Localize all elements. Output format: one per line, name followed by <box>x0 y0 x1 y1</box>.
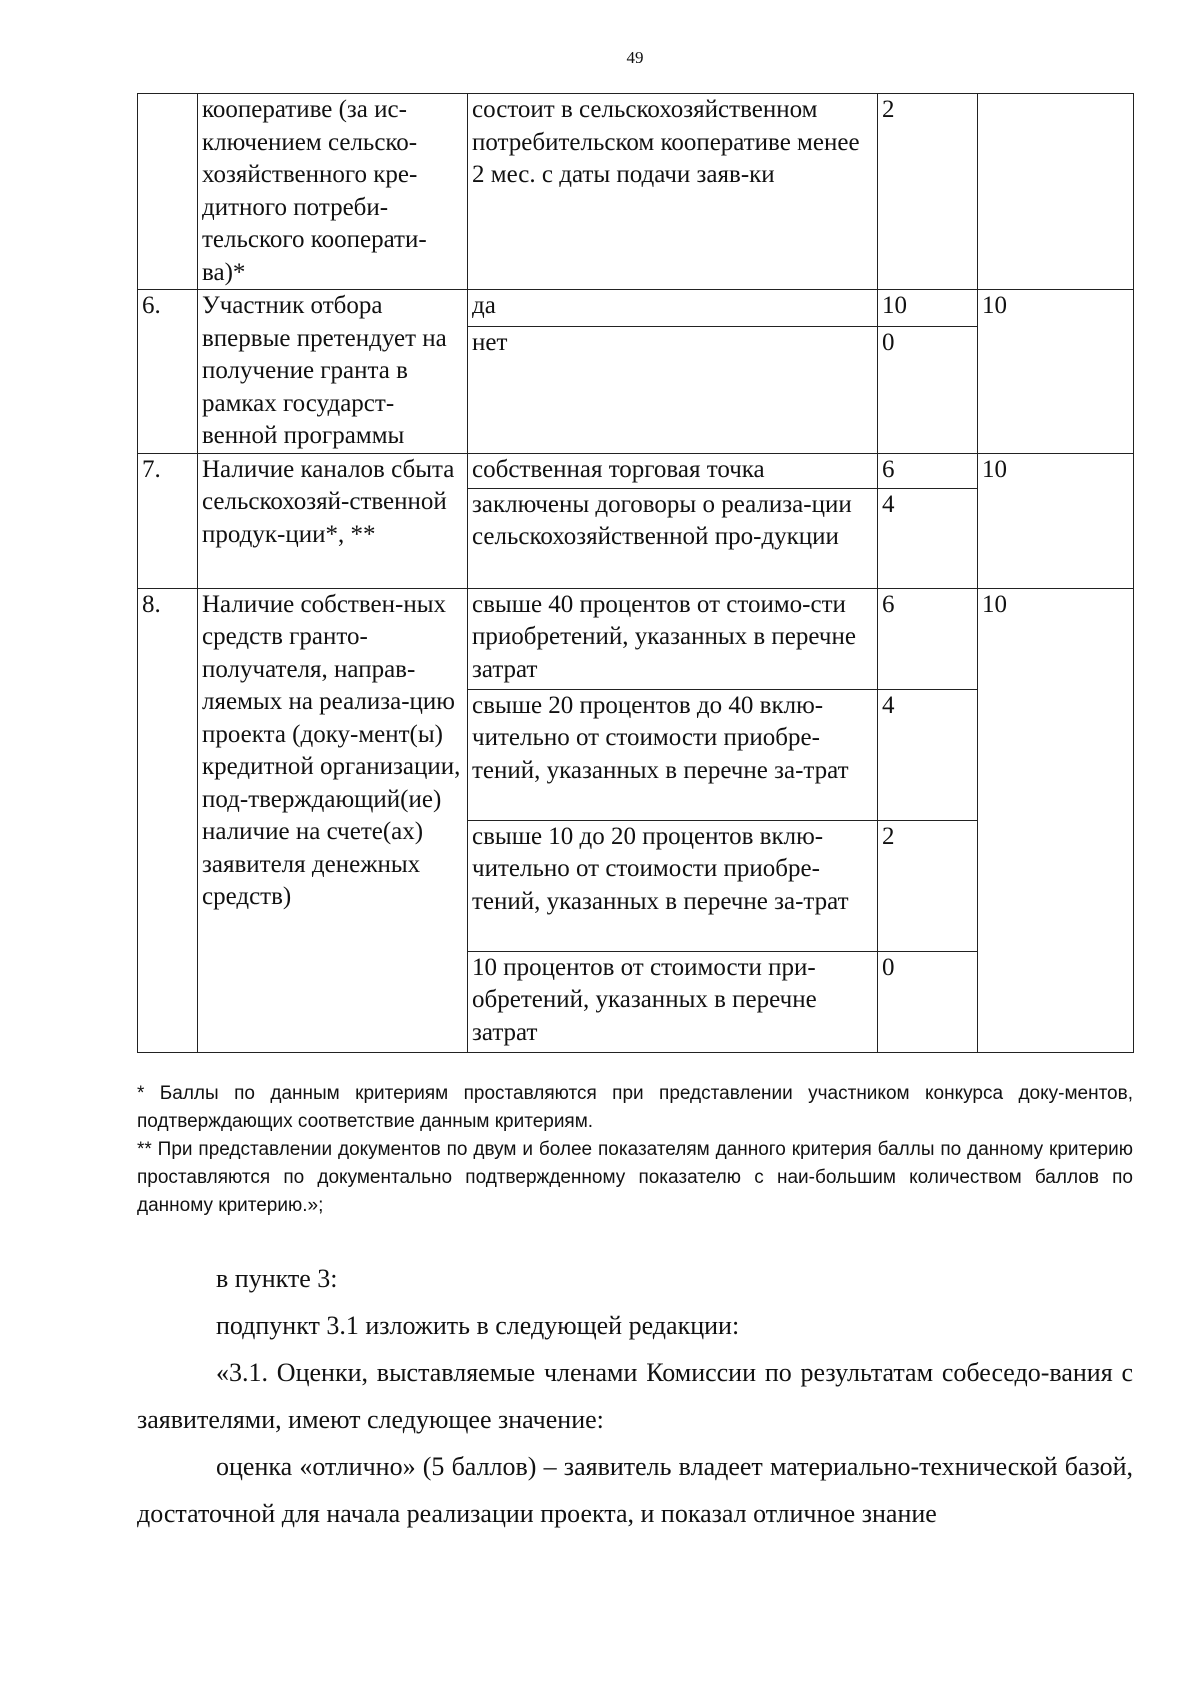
option-text: нет <box>468 327 878 453</box>
row-number <box>138 94 198 290</box>
option-points: 6 <box>878 588 978 689</box>
table-row <box>138 453 1134 488</box>
option-text: свыше 20 процентов до 40 вклю-чительно от стоимости приобре-тений, указанных в перечне за-трат <box>468 689 878 820</box>
footnote-1: * Баллы по данным критериям проставляются при представлении участником конкурса доку-ментов, подтверждающих соответствие данным критериям. <box>137 1083 1133 1132</box>
body-text <box>137 1255 1133 1537</box>
option-points: 6 <box>878 453 978 488</box>
option-points: 4 <box>878 689 978 820</box>
paragraph: в пункте 3: <box>216 1264 338 1293</box>
option-text: 10 процентов от стоимости при-обретений, указанных в перечне затрат <box>468 951 878 1052</box>
option-points: 2 <box>878 820 978 951</box>
row-number: 7. <box>138 453 198 588</box>
criterion-text: Наличие каналов сбыта сельскохозяй-ственной продук-ции*, ** <box>198 453 468 588</box>
table-row <box>138 290 1134 327</box>
row-number: 6. <box>138 290 198 454</box>
max-points: 10 <box>978 290 1134 454</box>
option-text: да <box>468 290 878 327</box>
option-points: 0 <box>878 327 978 453</box>
max-points: 10 <box>978 588 1134 1052</box>
option-text: состоит в сельскохозяйственном потребительском кооперативе менее 2 мес. с даты подачи заяв-ки <box>468 94 878 290</box>
criterion-text: Наличие собствен-ных средств гранто-получателя, направ-ляемых на реализа-цию проекта (доку-мент(ы) кредитной организации, под-тверждающий(ие) наличие на счете(ах) заявителя денежных средств) <box>198 588 468 1052</box>
option-text: свыше 10 до 20 процентов вклю-чительно от стоимости приобре-тений, указанных в перечне за-трат <box>468 820 878 951</box>
paragraph: оценка «отлично» (5 баллов) – заявитель владеет материально-технической базой, достаточной для начала реализации проекта, и показал отличное знание <box>137 1452 1133 1528</box>
option-text: свыше 40 процентов от стоимо-сти приобретений, указанных в перечне затрат <box>468 588 878 689</box>
option-points: 4 <box>878 488 978 588</box>
footnotes <box>137 1080 1133 1220</box>
table-row <box>138 94 1134 290</box>
page-number: 49 <box>626 48 644 67</box>
option-points: 10 <box>878 290 978 327</box>
criterion-text: кооперативе (за ис-ключением сельско-хозяйственного кре-дитного потреби-тельского кооперати-ва)* <box>198 94 468 290</box>
paragraph: подпункт 3.1 изложить в следующей редакции: <box>216 1311 740 1340</box>
max-points <box>978 94 1134 290</box>
paragraph: «3.1. Оценки, выставляемые членами Комиссии по результатам собеседо-вания с заявителями, имеют следующее значение: <box>137 1358 1133 1434</box>
criteria-table <box>137 93 1134 1053</box>
row-number: 8. <box>138 588 198 1052</box>
option-text: собственная торговая точка <box>468 453 878 488</box>
option-points: 0 <box>878 951 978 1052</box>
criterion-text: Участник отбора впервые претендует на получение гранта в рамках государст-венной программы <box>198 290 468 454</box>
option-text: заключены договоры о реализа-ции сельскохозяйственной про-дукции <box>468 488 878 588</box>
table-row <box>138 588 1134 689</box>
max-points: 10 <box>978 453 1134 588</box>
option-points: 2 <box>878 94 978 290</box>
footnote-2: ** При представлении документов по двум и более показателям данного критерия баллы по данному критерию проставляются по документально подтвержденному показателю с наи-большим количеством баллов по данному критерию.»; <box>137 1139 1133 1216</box>
